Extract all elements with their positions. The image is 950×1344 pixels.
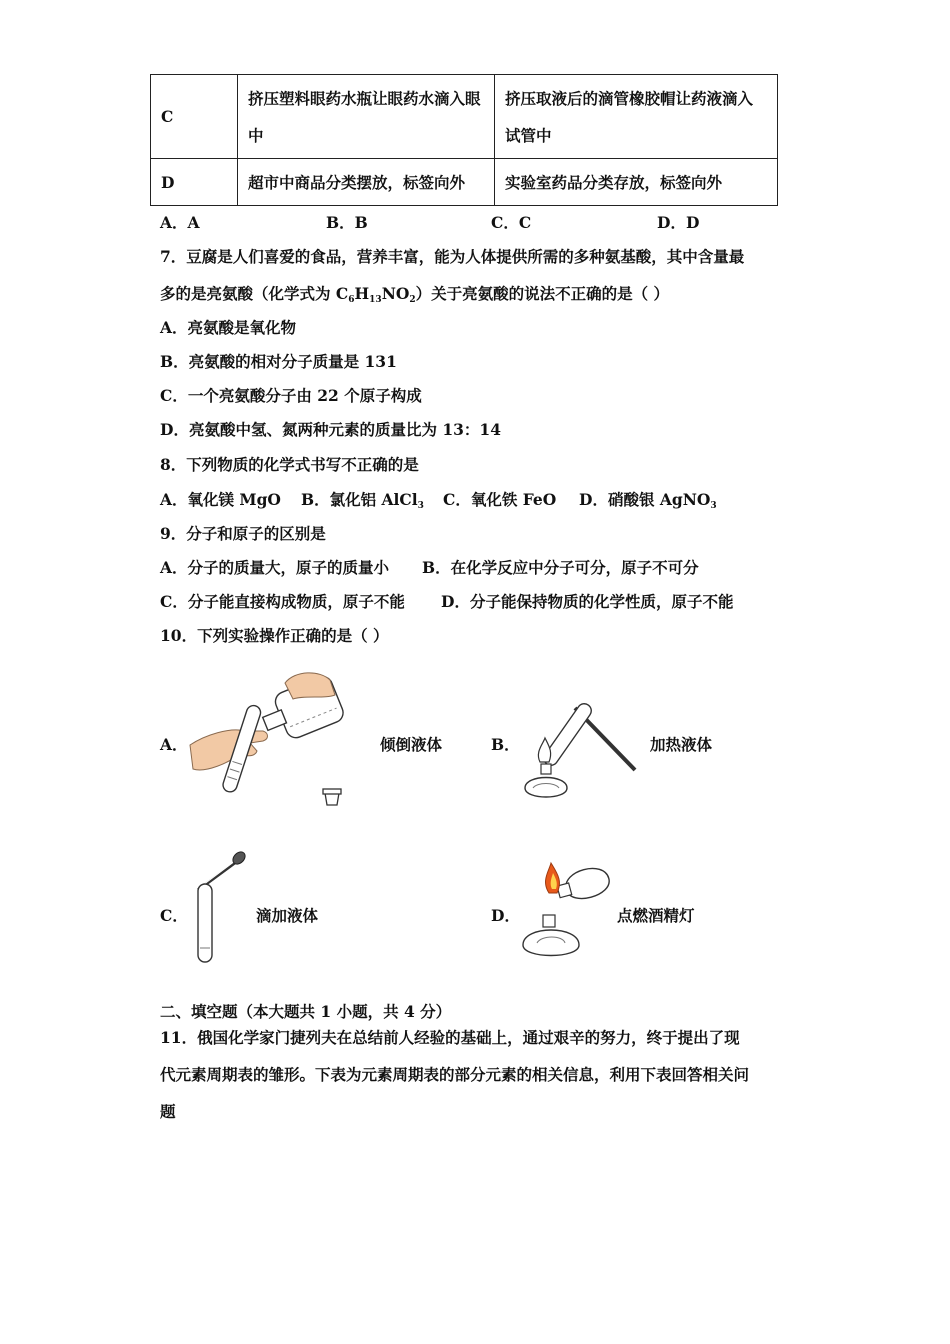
subscript: 13: [369, 295, 382, 305]
q6-option-b: B．B: [326, 213, 368, 232]
q10-option-c-caption: 滴加液体: [256, 906, 319, 925]
q8-text: B．氯化铝 AlCl: [301, 490, 418, 509]
q8-stem: 8．下列物质的化学式书写不正确的是: [160, 455, 419, 474]
q8-option-d: [579, 488, 717, 511]
pouring-liquid-illustration: [185, 665, 360, 815]
q8-text: D．硝酸银 AgNO: [579, 490, 711, 509]
q9-stem: 9．分子和原子的区别是: [160, 524, 326, 543]
table-row: [151, 159, 778, 206]
q10-option-a-caption: 倾倒液体: [380, 735, 443, 754]
q7-option-d: D．亮氨酸中氢、氮两种元素的质量比为 13：14: [160, 420, 501, 439]
row-right-cell: 实验室药品分类存放，标签向外: [495, 159, 778, 206]
q10-option-b-letter: B．: [491, 735, 520, 754]
q7-option-b: B．亮氨酸的相对分子质量是 131: [160, 352, 397, 371]
q8-option-c: C．氧化铁 FeO: [443, 490, 557, 509]
q10-option-a-letter: A．: [160, 735, 188, 754]
comparison-table: [150, 74, 778, 206]
q7-text: ）关于亮氨酸的说法不正确的是（ ）: [415, 284, 670, 303]
q8-option-b: [301, 488, 424, 511]
subscript: 2: [409, 295, 416, 305]
q7-option-c: C．一个亮氨酸分子由 22 个原子构成: [160, 386, 422, 405]
q7-stem-line2: [160, 282, 669, 305]
q7-stem-line1: 7．豆腐是人们喜爱的食品，营养丰富，能为人体提供所需的多种氨基酸，其中含量最: [160, 247, 745, 266]
q7-option-a: A．亮氨酸是氧化物: [160, 318, 297, 337]
q9-option-a: A．分子的质量大，原子的质量小: [160, 558, 390, 577]
q11-stem-line2: 代元素周期表的雏形。下表为元素周期表的部分元素的相关信息，利用下表回答相关问: [160, 1065, 750, 1084]
subscript: 3: [417, 501, 424, 511]
q9-option-b: B．在化学反应中分子可分，原子不可分: [422, 558, 699, 577]
q6-option-d: D．D: [657, 213, 700, 232]
row-left-cell: 超市中商品分类摆放，标签向外: [238, 159, 495, 206]
q10-option-c-letter: C．: [160, 906, 188, 925]
q9-option-c: C．分子能直接构成物质，原子不能: [160, 592, 405, 611]
q7-text: 多的是亮氨酸（化学式为 C: [160, 284, 349, 303]
q7-text: NO: [381, 284, 410, 303]
q10-option-d-caption: 点燃酒精灯: [617, 906, 695, 925]
row-left-cell: 挤压塑料眼药水瓶让眼药水滴入眼中: [238, 75, 495, 159]
subscript: 3: [710, 501, 717, 511]
q6-option-c: C．C: [491, 213, 532, 232]
row-label: D: [151, 159, 238, 206]
table-row: [151, 75, 778, 159]
section-heading: 二、填空题（本大题共 1 小题，共 4 分）: [160, 1002, 452, 1021]
dropping-liquid-illustration: [190, 848, 260, 968]
row-right-cell: 挤压取液后的滴管橡胶帽让药液滴入试管中: [495, 75, 778, 159]
row-label: C: [151, 75, 238, 159]
lighting-lamp-illustration: [515, 855, 615, 965]
q7-text: H: [354, 284, 370, 303]
heating-liquid-illustration: [515, 690, 645, 815]
subscript: 6: [348, 295, 355, 305]
q8-option-a: A．氧化镁 MgO: [160, 490, 281, 509]
q10-option-d-letter: D．: [491, 906, 520, 925]
q9-option-d: D．分子能保持物质的化学性质，原子不能: [441, 592, 734, 611]
q10-option-b-caption: 加热液体: [650, 735, 713, 754]
q11-stem-line3: 题: [160, 1102, 176, 1121]
q6-option-a: A．A: [160, 213, 200, 232]
q11-stem-line1: 11．俄国化学家门捷列夫在总结前人经验的基础上，通过艰辛的努力，终于提出了现: [160, 1028, 740, 1047]
q10-stem: 10．下列实验操作正确的是（ ）: [160, 626, 389, 645]
